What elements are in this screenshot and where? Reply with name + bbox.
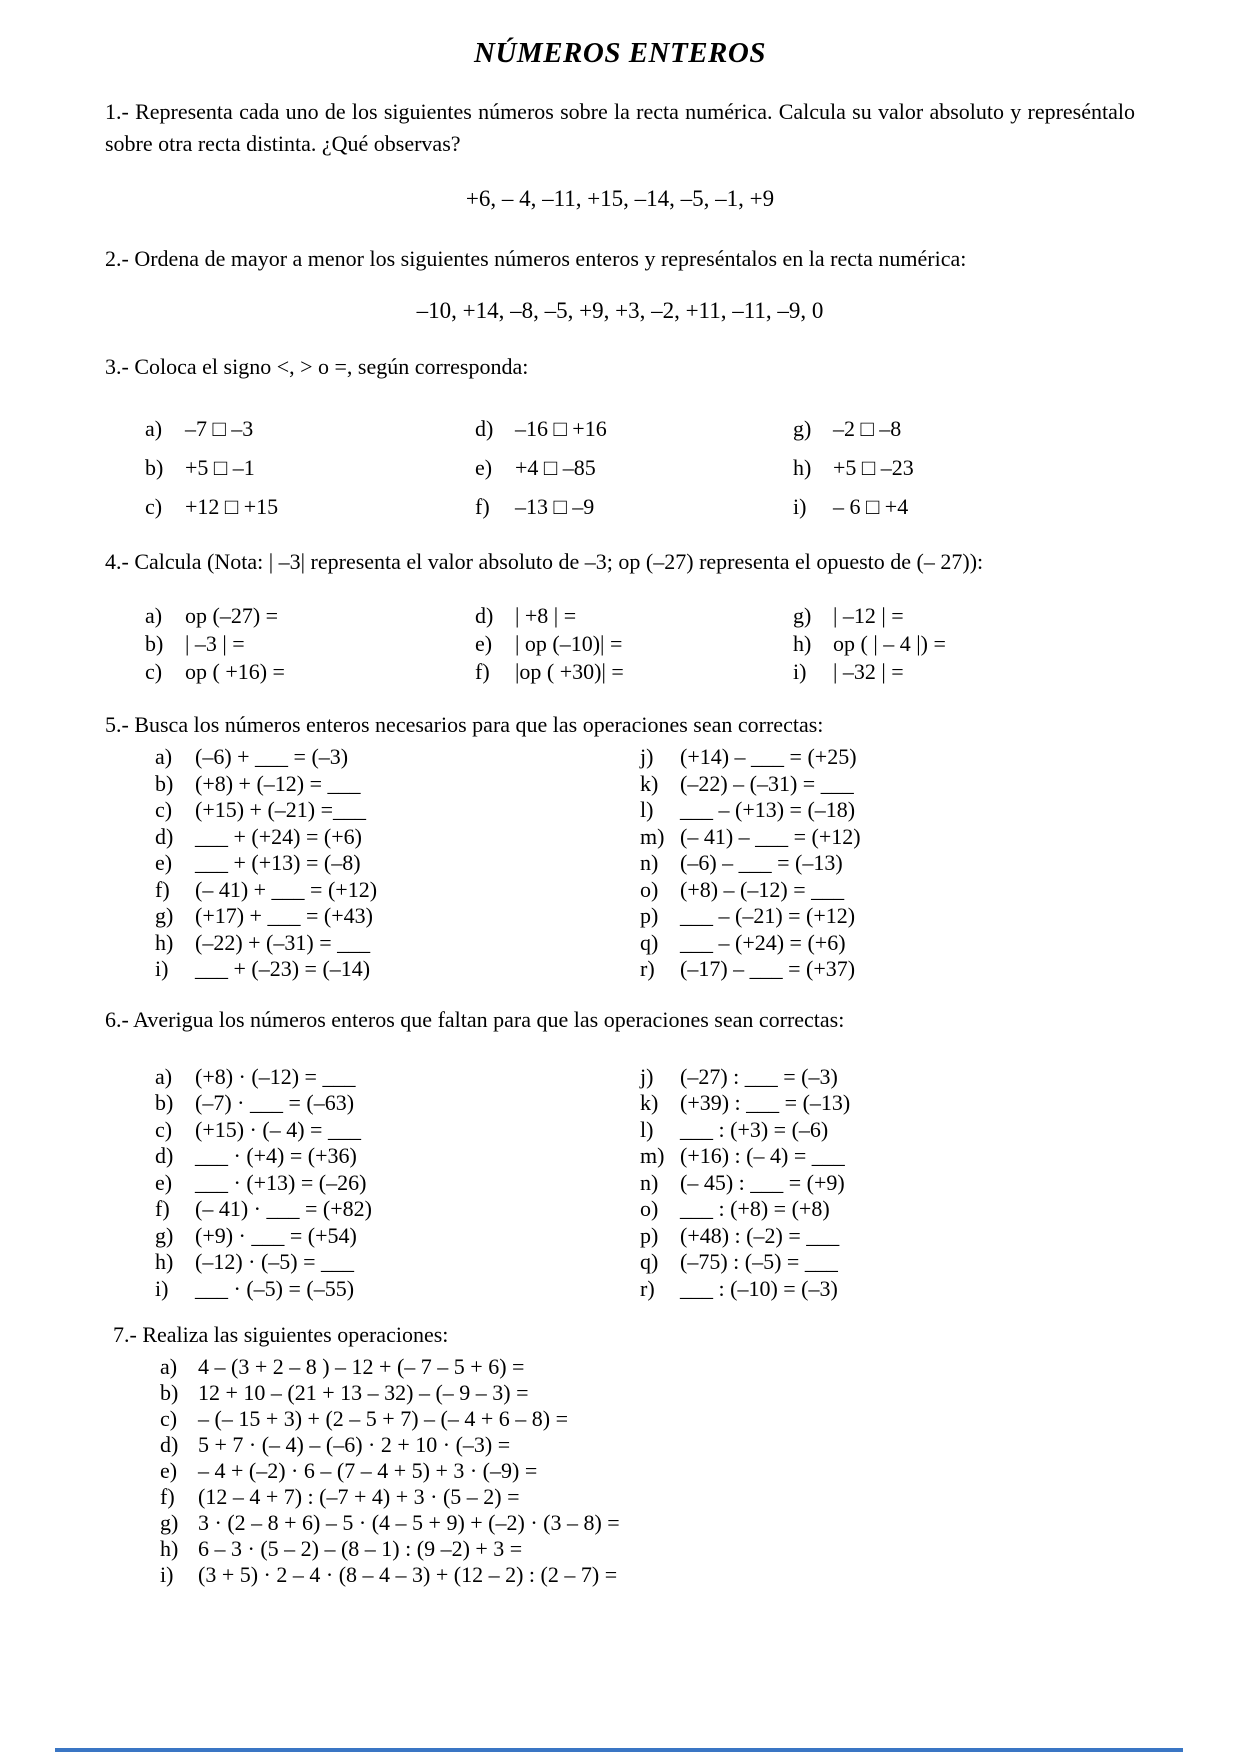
exercise-item [145,631,475,657]
item-label: c) [145,494,163,519]
item-label: d) [475,416,494,441]
item-label: q) [640,1249,659,1274]
item-label: c) [155,1116,173,1142]
page-footer-line [55,1748,1183,1752]
exercise-1-header: 1.- Representa cada uno de los siguientes números sobre la recta numérica. Calcula su valor absoluto y represéntalo sobre otra recta distinta. ¿Qué observas? [105,99,1135,156]
exercise-item [640,1276,850,1303]
exercise-item [145,416,475,442]
item-expression: ___ – (+24) = (+6) [680,929,846,955]
exercise-item [155,771,640,798]
item-expression: op ( +16) = [185,659,285,684]
exercise-item [145,494,475,520]
exercise-item [155,1143,640,1170]
exercise-item [145,659,475,685]
item-label: g) [155,1222,174,1248]
exercise-item [155,1170,640,1197]
exercise-item [640,850,861,877]
exercise-item [793,659,1135,685]
exercise-2-header: 2.- Ordena de mayor a menor los siguientes números enteros y represéntalos en la recta numérica: [105,246,967,271]
exercise-item [155,824,640,851]
exercise-6 [105,1006,1135,1303]
exercise-item [793,494,1135,520]
item-label: p) [640,903,659,928]
exercise-item [640,1143,850,1170]
item-label: c) [155,797,173,822]
item-expression: – (– 15 + 3) + (2 – 5 + 7) – (– 4 + 6 – 8) = [198,1406,568,1431]
exercise-item [155,930,640,957]
item-expression: – 4 + (–2) · 6 – (7 – 4 + 5) + 3 · (–9) = [198,1458,538,1483]
item-label: b) [155,770,174,796]
item-label: a) [145,416,163,441]
item-label: h) [793,455,812,480]
exercise-item [475,416,793,442]
item-expression: ___ · (+13) = (–26) [195,1169,367,1195]
exercise-5-right-column [640,744,861,983]
item-expression: | –3 | = [185,631,245,656]
item-expression: –16 □ +16 [515,416,607,441]
exercise-6-header: 6.- Averigua los números enteros que faltan para que las operaciones sean correctas: [105,1006,845,1032]
exercise-item [640,1117,850,1144]
item-expression: (– 41) + ___ = (+12) [195,876,378,902]
exercise-1-numbers: +6, – 4, –11, +15, –14, –5, –1, +9 [465,186,775,211]
exercise-item [155,1117,640,1144]
item-label: h) [155,1249,174,1274]
item-label: i) [155,956,169,981]
exercise-item [160,1354,1135,1380]
item-expression: |op ( +30)| = [515,659,624,684]
exercise-item [640,744,861,771]
exercise-5 [105,711,1135,983]
item-expression: ___ : (–10) = (–3) [680,1275,838,1301]
exercise-item [155,850,640,877]
exercise-4 [105,548,1135,685]
exercise-item [475,494,793,520]
exercise-6-right-column [640,1064,850,1303]
item-expression: ___ – (+13) = (–18) [680,797,856,822]
item-expression: (+39) : ___ = (–13) [680,1090,851,1115]
item-label: f) [160,1484,175,1509]
item-expression: (+17) + ___ = (+43) [195,903,373,928]
exercise-item [160,1380,1135,1406]
exercise-item [793,455,1135,481]
item-expression: op ( | – 4 |) = [833,631,946,656]
item-expression: (+8) – (–12) = ___ [680,876,845,902]
item-expression: ___ – (–21) = (+12) [680,903,856,928]
item-expression: | op (–10)| = [515,631,623,656]
item-label: b) [145,455,164,480]
item-expression: (+14) – ___ = (+25) [680,744,857,769]
exercise-5-left-column [155,744,640,983]
exercise-5-columns [105,744,1135,983]
item-expression: ___ : (+8) = (+8) [680,1196,830,1221]
item-expression: (–22) – (–31) = ___ [680,770,854,796]
exercise-item [160,1432,1135,1458]
item-label: h) [155,929,174,955]
page-title: NÚMEROS ENTEROS [474,37,766,69]
item-expression: 6 – 3 · (5 – 2) – (8 – 1) : (9 –2) + 3 = [198,1536,523,1561]
item-expression: (– 45) : ___ = (+9) [680,1169,845,1195]
exercise-item [145,455,475,481]
item-label: b) [155,1090,174,1115]
exercise-item [155,956,640,983]
item-expression: (3 + 5) · 2 – 4 · (8 – 4 – 3) + (12 – 2) : (2 – 7) = [198,1562,618,1587]
item-expression: | +8 | = [515,603,577,628]
item-label: j) [640,744,654,769]
item-label: d) [155,1143,174,1168]
item-label: g) [160,1510,179,1535]
item-label: b) [145,631,164,656]
exercise-4-header: 4.- Calcula (Nota: | –3| representa el valor absoluto de –3; op (–27) representa el opuesto de (– 27)): [105,549,984,574]
exercise-6-columns [105,1064,1135,1303]
item-expression: ___ · (+4) = (+36) [195,1143,357,1168]
item-expression: (+8) + (–12) = ___ [195,770,361,796]
exercise-item [640,877,861,904]
item-expression: ___ + (+24) = (+6) [195,823,362,849]
item-expression: (–7) · ___ = (–63) [195,1090,355,1115]
item-expression: (12 – 4 + 7) : (–7 + 4) + 3 · (5 – 2) = [198,1484,520,1509]
item-label: p) [640,1222,659,1248]
exercise-2-numbers: –10, +14, –8, –5, +9, +3, –2, +11, –11, –9, 0 [416,298,824,323]
item-label: a) [145,603,163,628]
exercise-3 [105,353,1135,520]
item-expression: (–27) : ___ = (–3) [680,1063,838,1089]
item-label: e) [475,631,493,656]
exercise-3-grid [105,416,1135,520]
exercise-item [640,930,861,957]
exercise-item [160,1406,1135,1432]
item-expression: (+48) : (–2) = ___ [680,1222,840,1248]
item-label: d) [475,603,494,628]
item-label: r) [640,1275,655,1301]
item-label: r) [640,956,655,981]
item-expression: | –32 | = [833,659,904,684]
item-label: n) [640,850,659,875]
item-expression: | –12 | = [833,603,904,628]
exercise-item [640,1170,850,1197]
item-label: n) [640,1169,659,1195]
item-expression: (–17) – ___ = (+37) [680,956,856,981]
item-label: d) [155,823,174,849]
item-label: d) [160,1432,179,1457]
item-expression: op (–27) = [185,603,279,628]
item-label: e) [160,1458,178,1483]
exercise-item [160,1458,1135,1484]
exercise-item [475,659,793,685]
exercise-item [155,797,640,824]
item-label: f) [155,876,170,902]
item-label: b) [160,1380,179,1405]
item-expression: –2 □ –8 [833,416,902,441]
item-label: c) [160,1406,178,1431]
exercise-item [793,416,1135,442]
item-expression: (–6) – ___ = (–13) [680,850,843,875]
exercise-item [640,1090,850,1117]
item-label: o) [640,1196,659,1221]
item-label: f) [475,659,490,684]
exercise-2 [105,245,1135,324]
exercise-item [640,1064,850,1091]
item-expression: 4 – (3 + 2 – 8 ) – 12 + (– 7 – 5 + 6) = [198,1354,525,1379]
exercise-7 [105,1321,1135,1588]
item-expression: –13 □ –9 [515,494,595,519]
exercise-item [475,631,793,657]
item-label: l) [640,797,654,822]
exercise-item [155,1276,640,1303]
item-expression: 5 + 7 · (– 4) – (–6) · 2 + 10 · (–3) = [198,1432,511,1457]
exercise-7-header: 7.- Realiza las siguientes operaciones: [113,1322,449,1347]
exercise-5-header: 5.- Busca los números enteros necesarios para que las operaciones sean correctas: [105,712,824,737]
item-label: e) [155,850,173,875]
exercise-item [640,1223,850,1250]
item-label: q) [640,929,659,955]
exercise-item [155,1064,640,1091]
item-label: k) [640,1090,659,1115]
exercise-7-list [105,1354,1135,1588]
item-label: i) [793,494,807,519]
exercise-item [145,603,475,629]
exercise-item [160,1536,1135,1562]
item-expression: (–22) + (–31) = ___ [195,929,371,955]
item-expression: (–6) + ___ = (–3) [195,744,349,769]
item-expression: (+15) + (–21) =___ [195,797,367,822]
exercise-item [640,797,861,824]
item-label: a) [155,744,173,769]
exercise-item [155,744,640,771]
item-expression: (– 41) · ___ = (+82) [195,1196,372,1221]
exercise-item [160,1510,1135,1536]
item-label: f) [475,494,490,519]
exercise-item [160,1484,1135,1510]
item-expression: (+8) · (–12) = ___ [195,1063,356,1089]
item-label: f) [155,1196,170,1221]
item-label: e) [155,1169,173,1195]
item-label: l) [640,1116,654,1142]
item-label: g) [155,903,174,928]
item-expression: (–12) · (–5) = ___ [195,1249,355,1274]
exercise-1 [105,96,1135,212]
item-expression: +4 □ –85 [515,455,596,480]
exercise-item [155,1090,640,1117]
item-expression: +5 □ –23 [833,455,914,480]
item-label: m) [640,1143,665,1168]
exercise-item [155,877,640,904]
exercise-item [793,603,1135,629]
item-expression: +12 □ +15 [185,494,279,519]
item-label: a) [155,1063,173,1089]
item-label: i) [793,659,807,684]
exercise-4-grid [105,603,1135,685]
item-label: m) [640,823,665,849]
item-expression: ___ + (+13) = (–8) [195,850,361,875]
exercise-item [155,903,640,930]
exercise-item [640,824,861,851]
item-expression: 12 + 10 – (21 + 13 – 32) – (– 9 – 3) = [198,1380,529,1405]
item-label: h) [793,631,812,656]
item-expression: –7 □ –3 [185,416,254,441]
exercise-item [640,903,861,930]
exercise-item [640,1249,850,1276]
item-expression: +5 □ –1 [185,455,255,480]
item-expression: ___ : (+3) = (–6) [680,1116,829,1142]
item-label: h) [160,1536,179,1561]
exercise-item [640,1196,850,1223]
item-label: i) [155,1275,169,1301]
exercise-6-left-column [155,1064,640,1303]
item-label: e) [475,455,493,480]
item-expression: (+15) · (– 4) = ___ [195,1116,361,1142]
exercise-item [155,1249,640,1276]
exercise-3-header: 3.- Coloca el signo <, > o =, según corresponda: [105,354,529,379]
item-expression: (–75) : (–5) = ___ [680,1249,838,1274]
item-label: c) [145,659,163,684]
exercise-item [475,603,793,629]
item-label: i) [160,1562,174,1587]
item-expression: – 6 □ +4 [833,494,909,519]
item-label: g) [793,416,812,441]
item-label: j) [640,1063,654,1089]
exercise-item [160,1562,1135,1588]
item-label: a) [160,1354,178,1379]
item-expression: 3 · (2 – 8 + 6) – 5 · (4 – 5 + 9) + (–2) · (3 – 8) = [198,1510,620,1535]
item-label: k) [640,770,659,796]
exercise-item [475,455,793,481]
exercise-item [793,631,1135,657]
exercise-item [640,771,861,798]
item-expression: ___ · (–5) = (–55) [195,1275,355,1301]
item-expression: (+9) · ___ = (+54) [195,1222,357,1248]
item-label: g) [793,603,812,628]
item-expression: (– 41) – ___ = (+12) [680,823,861,849]
item-expression: (+16) : (– 4) = ___ [680,1143,845,1168]
item-expression: ___ + (–23) = (–14) [195,956,371,981]
exercise-item [155,1196,640,1223]
item-label: o) [640,876,659,902]
exercise-item [155,1223,640,1250]
exercise-item [640,956,861,983]
